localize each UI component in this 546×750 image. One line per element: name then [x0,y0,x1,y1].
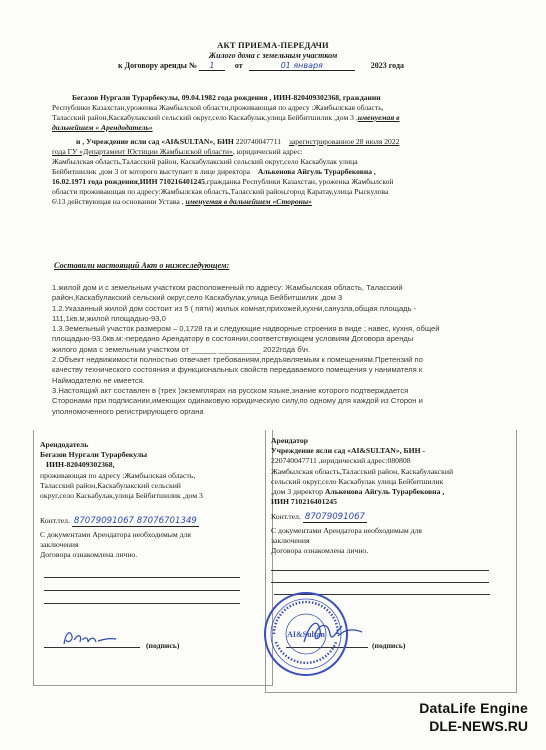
lessee-director: Алькенова Айгуль Турарбековна , [324,487,445,497]
lessor-phone: 87079091067 87076701349 [73,516,197,526]
watermark-line-1: DataLife Engine [419,700,528,716]
lessee-address-2 [52,167,376,177]
lessor-block-iin: ИИН-820409302368, [46,460,115,470]
lessee-address-1: Жамбылская область,Таласский район, Каскабулакский сельский округ,село Каскабулак улица [52,157,358,166]
body-line: жилого дома с земельным участком от ______ __________ 2022года б\н. [52,344,311,354]
lessor-birth: , 09.04.1982 года рождения , ИИН-820409302368, гражданин [177,93,381,102]
act-body [52,283,512,417]
lessor-address-1: Республики Казахстан,уроженка Жамбылской области,проживающая по адресу :Жамбылская область, [52,103,384,112]
lessee-reg2-tail: , юридический адрес: [232,147,303,156]
lessor-blank-line-3 [44,603,240,604]
lessor-docs [40,530,191,561]
lessee-block-line: ,дом 3 директор [271,487,323,497]
lessee-heading: Арендатор [271,436,308,445]
lessee-reg-line [52,147,303,157]
body-line: 3.Настоящий акт составлен в (трех )экземплярах на русском языке,знание которого подтверждается [52,385,409,395]
body-line: уполномоченного регистрирующего органа [52,406,204,416]
lessor-address-2-text: Таласский район,Каскабулакский сельский округ,село Каскабулак,улица Бейбитшилик ,дом 3 , [52,113,358,122]
contract-number-field [199,61,225,71]
contract-number: 1 [209,61,215,70]
section-title: Составили настоящий Акт о нижеследующем: [54,261,230,270]
document-title: АКТ ПРИЕМА-ПЕРЕДАЧИ [217,40,329,50]
lessee-line [76,137,399,147]
lessor-block-line: проживающая по адресу :Жамбылская область, [40,470,196,480]
lessee-iin: ИИН 710216401245 [271,497,337,507]
lessee-signature-icon [300,612,370,652]
lessor-alias-tail: именуемая в [357,113,400,122]
lessee-phone-label: Конт.тел. [271,512,301,521]
contract-date-field [249,61,355,71]
document-subtitle: Жилого дома с земельным участком [208,51,338,60]
body-line: 1.жилой дом и с земельным участком расположенный по адресу: Жамбылская область, Таласский [52,283,403,292]
lessee-docs-line: заключения [271,536,310,546]
director-birth: 16.02.1971 года рождения,ИИН 710216401245 [52,177,205,186]
contract-from-label: от [234,61,243,70]
contract-date: 01 января [280,61,323,70]
contract-line [118,61,404,71]
director-address: области проживающая по адресу:Жамбылская область,Таласский район,город Каратау,улица Рыскулова [52,187,389,196]
body-line: 1.3.Земельный участок размером – 0,1728 га и следующие надворные строения в виде ; навес, кухня, общей [52,324,440,334]
lessor-docs-line: С документами Арендатора необходимым для [40,530,191,539]
lessee-block-line: Жамбылская область,Таласский район, Каскабулакский [271,466,454,476]
lessee-director-line [271,487,453,497]
lessee-blank-line-2 [271,582,489,583]
lessor-blank-line-2 [44,590,240,591]
body-line: площадью-93.0кв.м:-передано Арендатору в состоянии,соответствующем условиям Договора аренды [52,334,414,344]
watermark [419,700,528,734]
body-line: Сторонами при подписании,имеющих одинаковую юридическую силу,по одному для каждой из Сторон и [52,396,423,406]
lessor-docs-line: Договора ознакомлена лично. [40,550,138,560]
lessee-docs [271,526,422,557]
lessee-bin: 220740047711 [235,137,281,146]
lessee-reg2: года ГУ «Департамент Юстиции Жамбылской области» [52,147,233,156]
lessor-line [72,93,381,103]
lessor-phone-label: Конт.тел. [40,516,70,525]
lessor-sign-label: (подпись) [146,641,180,650]
lessee-intro: и , Учреждение ясли сад «AI&SULTAN», БИН [76,137,234,146]
seal-text: AI&Sultan [287,630,325,639]
parties-together: именуемая в дальнейшем «Стороны» [185,197,312,206]
director-tail: ,гражданка Республики Казахстан, уроженка Жамбылской [204,177,394,186]
lessor-blank-line-1 [44,577,240,578]
lessor-block-name: Бегазов Нургали Турарбекулы [40,450,148,460]
body-line: качеству технического состояния и функциональных свойств передаваемого помещения у нанимателя к [52,365,423,375]
lessor-heading: Арендодатель [40,440,89,449]
lessor-block [40,440,203,501]
lessee-block-line: 220740047711 ,юридический адрес:080808 [271,456,411,466]
director-charter-text: 6\13 действующая на основании Устава , [52,197,184,206]
contract-prefix: к Договору аренды № [118,61,197,70]
contract-year: 2023 года [370,61,404,70]
lessor-block-line: Таласский район,Каскабулакский сельский [40,480,181,490]
watermark-line-2: DLE-NEWS.RU [429,718,528,734]
lessor-phone-row [40,516,199,527]
lessor-signature-icon [58,626,118,650]
lessee-address-2-text: Бейбитшилик ,дом 3 от которого выступает в лице директора [52,167,250,176]
body-line: 1.2.Указанный жилой дом состоит из 5 ( пяти) жилых комнат,прихожей,кухни,санузла,общая площадь - [52,303,417,313]
body-line: район,Каскабулакский сельский округ,село Каскабулак,улица Бейбитшилик ,дом 3 [52,293,343,303]
director-charter [52,197,312,207]
lessor-address-2 [52,113,400,123]
body-line: 2.Объект недвижимости полностью отвечает требованиям,предъявляемым к помещениям.Претензий по [52,355,423,365]
lessee-docs-line: Договора ознакомлена лично. [271,546,369,556]
lessor-block-line: округ,село Каскабулак,улица Бейбитшилик ,дом 3 [40,491,203,501]
lessee-phone: 87079091067 [304,512,366,522]
lessee-sign-label: (подпись) [372,641,406,650]
director-birth-line [52,177,394,187]
lessor-alias: дальнейшем « Арендодатель» [52,123,153,132]
lessee-reg: зарегистрированное 28 июля 2022 [288,137,400,146]
lessee-block-name: Учреждение ясли сад «AI&SULTAN», БИН - [271,446,426,456]
lessee-block [271,436,453,507]
lessee-blank-line-1 [271,570,489,571]
lessee-docs-line: С документами Арендатора необходимым для [271,526,422,535]
lessee-phone-row [271,512,367,523]
body-line: Наймодателю не имеется. [52,375,145,385]
body-line: 111,1кв.м,жилой площадью-93,0 [52,313,166,323]
lessee-block-line: сельский округ,село Каскабулак улица Бейбитшилик [271,476,444,486]
director-name: Алькенова Айгуль Турарбековна , [257,167,376,176]
lessor-docs-line: заключения [40,540,79,550]
lessor-name: Бегазов Нургали Турарбекулы [72,93,178,102]
